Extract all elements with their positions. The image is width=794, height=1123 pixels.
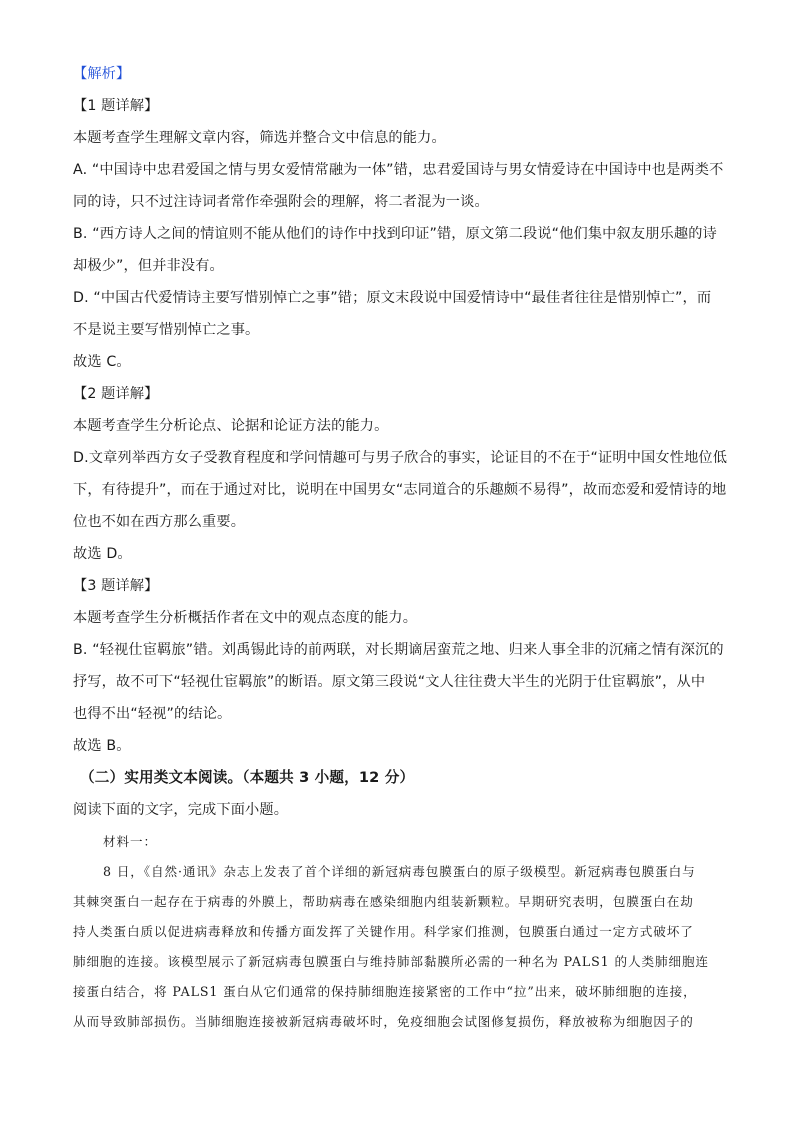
material-paragraph-line5: 接蛋白结合，将 PALS1 蛋白从它们通常的保持肺细胞连接紧密的工作中“拉”出来，破坏肺细胞的连接，: [73, 984, 697, 999]
q1-option-a-line2: 同的诗，只不过注诗词者常作牵强附会的理解，将二者混为一谈。: [73, 194, 489, 210]
q1-option-d-line2: 不是说主要写惜别悼亡之事。: [73, 322, 260, 338]
q2-title: 【2 题详解】: [73, 386, 159, 402]
q1-title: 【1 题详解】: [73, 98, 159, 114]
material-paragraph-line3: 持人类蛋白质以促进病毒释放和传播方面发挥了关键作用。科学家们推测，包膜蛋白通过一定方式破坏了: [73, 924, 694, 939]
material-paragraph-line2: 其棘突蛋白一起存在于病毒的外膜上，帮助病毒在感染细胞内组装新颗粒。早期研究表明，包膜蛋白在劫: [73, 894, 694, 909]
material-paragraph-line1: 8 日，《自然·通讯》杂志上发表了首个详细的新冠病毒包膜蛋白的原子级模型。新冠病毒包膜蛋白与: [103, 864, 696, 879]
q1-option-d-line1: D. “中国古代爱情诗主要写惜别悼亡之事”错；原文末段说中国爱情诗中“最佳者往往是惜别悼亡”，而: [73, 290, 712, 306]
q3-option-b-line1: B. “轻视仕宦羁旅”错。刘禹锡此诗的前两联，对长期谪居蛮荒之地、归来人事全非的沉痛之情有深沉的: [73, 642, 724, 658]
material-label: 材料一：: [103, 834, 157, 849]
q1-intro: 本题考查学生理解文章内容，筛选并整合文中信息的能力。: [73, 130, 446, 146]
q2-option-d-line1: D.文章列举西方女子受教育程度和学问情趣可与男子欣合的事实，论证目的不在于“证明中国女性地位低: [73, 450, 728, 466]
analysis-label: 【解析】: [73, 66, 131, 82]
q3-answer: 故选 B。: [73, 738, 131, 754]
q2-option-d-line3: 位也不如在西方那么重要。: [73, 514, 246, 530]
q2-option-d-line2: 下，有待提升”，而在于通过对比，说明在中国男女“志同道合的乐趣颇不易得”，故而恋爱和爱情诗的地: [73, 482, 727, 498]
q1-option-b-line2: 却极少”，但并非没有。: [73, 258, 224, 274]
q2-answer: 故选 D。: [73, 546, 132, 562]
q3-intro: 本题考查学生分析概括作者在文中的观点态度的能力。: [73, 610, 418, 626]
section-instruction: 阅读下面的文字，完成下面小题。: [73, 802, 289, 818]
q2-intro: 本题考查学生分析论点、论据和论证方法的能力。: [73, 418, 389, 434]
q1-option-b-line1: B. “西方诗人之间的情谊则不能从他们的诗作中找到印证”错，原文第二段说“他们集中叙友朋乐趣的诗: [73, 226, 717, 242]
q1-answer: 故选 C。: [73, 354, 131, 370]
material-paragraph-line4: 肺细胞的连接。该模型展示了新冠病毒包膜蛋白与维持肺部黏膜所必需的一种名为 PALS1 的人类肺细胞连: [73, 954, 709, 969]
section-title: （二）实用类文本阅读。（本题共 3 小题，12 分）: [80, 769, 415, 786]
q1-option-a-line1: A. “中国诗中忠君爱国之情与男女爱情常融为一体”错，忠君爱国诗与男女情爱诗在中国诗中也是两类不: [73, 162, 724, 178]
q3-option-b-line3: 也得不出“轻视”的结论。: [73, 706, 232, 722]
q3-title: 【3 题详解】: [73, 578, 159, 594]
q3-option-b-line2: 抒写，故不可下“轻视仕宦羁旅”的断语。原文第三段说“文人往往费大半生的光阴于仕宦羁旅”，从中: [73, 674, 706, 690]
material-paragraph-line6: 从而导致肺部损伤。当肺细胞连接被新冠病毒破坏时，免疫细胞会试图修复损伤，释放被称为细胞因子的: [73, 1014, 694, 1029]
